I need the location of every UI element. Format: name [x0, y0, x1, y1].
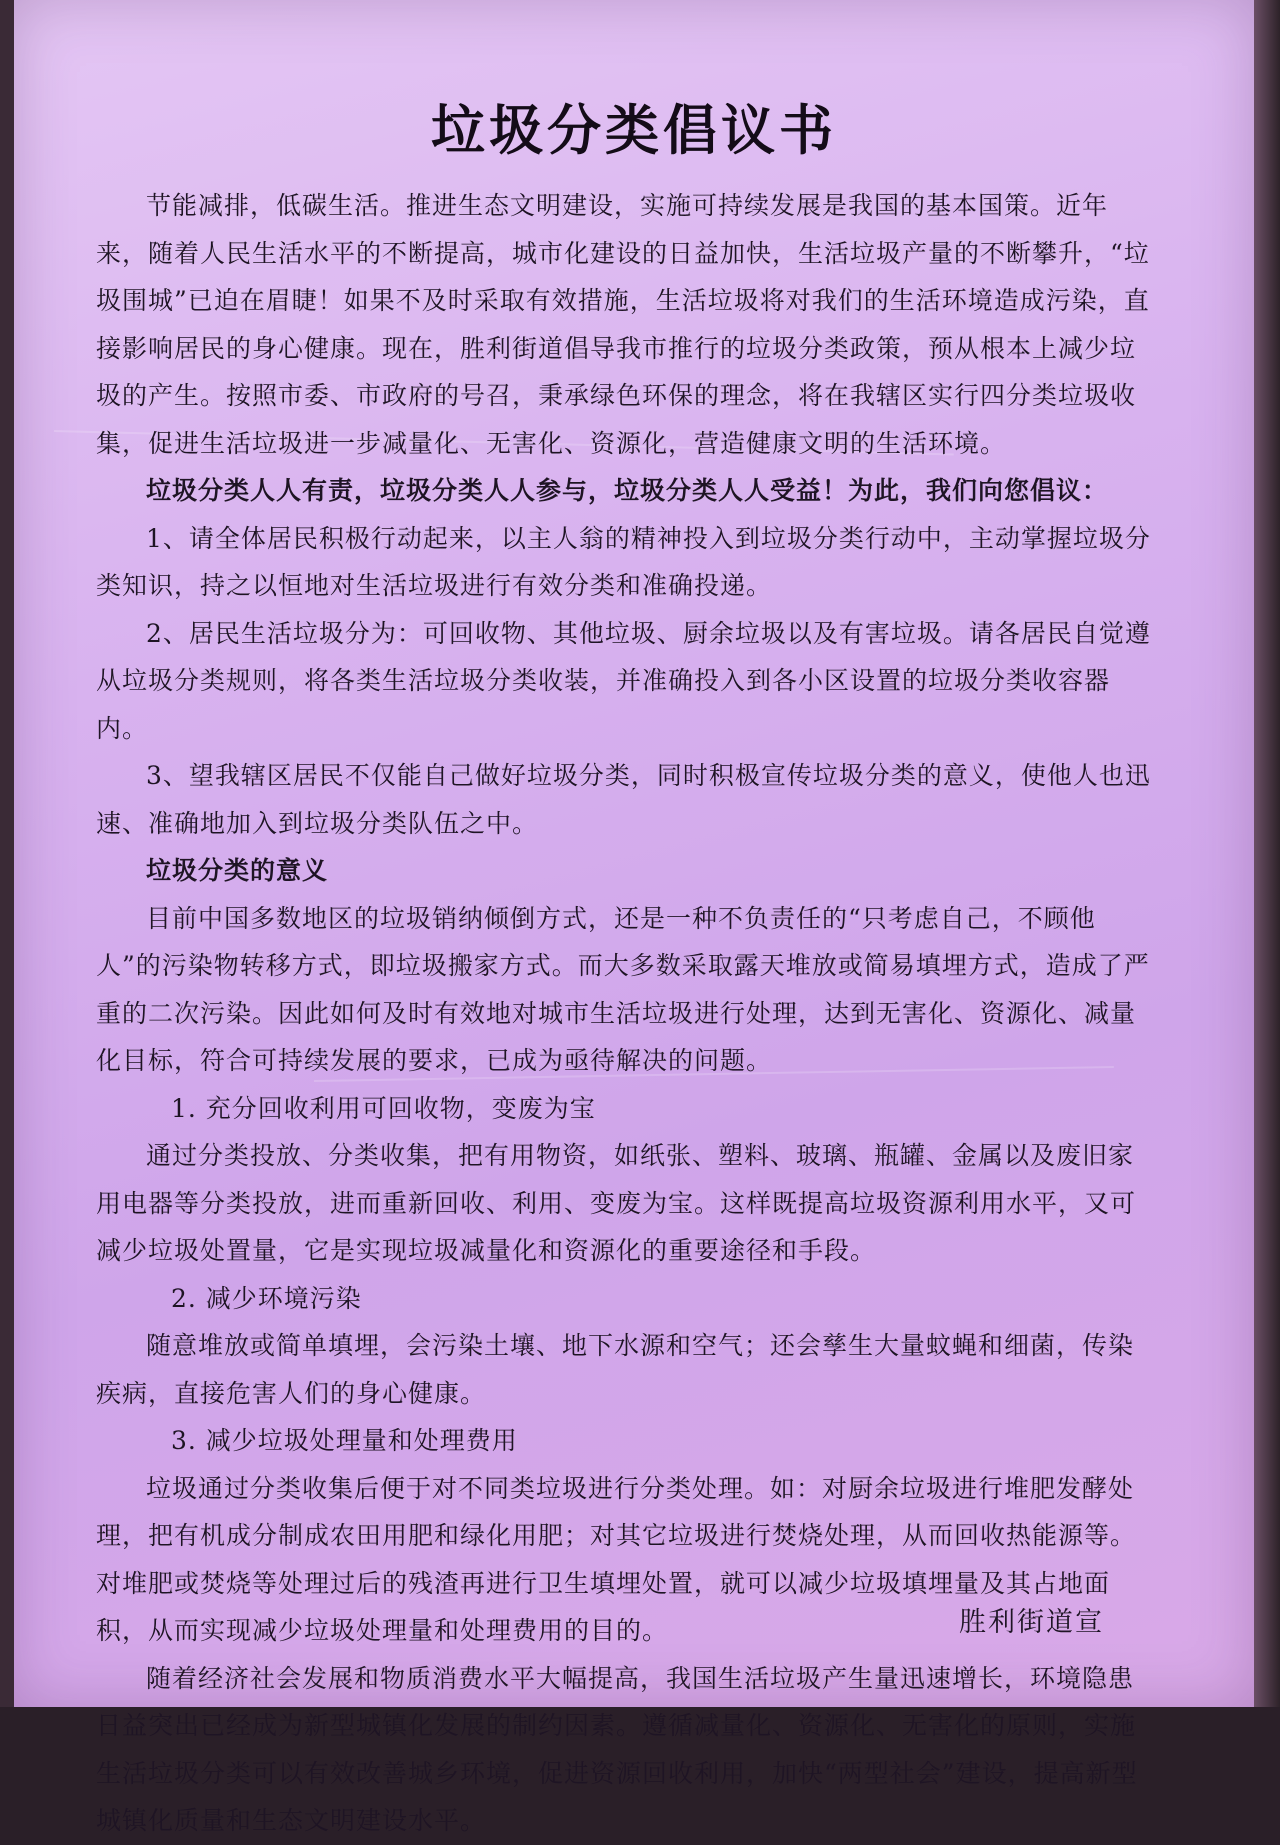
point-body: 垃圾通过分类收集后便于对不同类垃圾进行分类处理。如：对厨余垃圾进行堆肥发酵处理，把有机成分制成农田用肥和绿化用肥；对其它垃圾进行焚烧处理，从而回收热能源等。对堆肥或焚烧等处理过后的残渣再进行卫生填埋处置，就可以减少垃圾填埋量及其占地面积，从而实现减少垃圾处理量和处理费用的目的。: [96, 1473, 1137, 1645]
call-to-action: 垃圾分类人人有责，垃圾分类人人参与，垃圾分类人人受益！为此，我们向您倡议：: [146, 476, 1109, 505]
proposal-item: 1、请全体居民积极行动起来，以主人翁的精神投入到垃圾分类行动中，主动掌握垃圾分类知识，持之以恒地对生活垃圾进行有效分类和准确投递。: [96, 523, 1151, 600]
background-edge-left: [0, 0, 14, 1707]
conclusion-paragraph: 随着经济社会发展和物质消费水平大幅提高，我国生活垃圾产生量迅速增长，环境隐患日益突出已经成为新型城镇化发展的制约因素。遵循减量化、资源化、无害化的原则，实施生活垃圾分类可以有效改善城乡环境，促进资源回收利用，加快“两型社会”建设，提高新型城镇化质量和生态文明建设水平。: [96, 1663, 1138, 1835]
document-title: 垃圾分类倡议书: [431, 99, 837, 162]
section-heading: 垃圾分类的意义: [146, 856, 329, 885]
flyer-sheet: [14, 0, 1254, 1835]
point-heading: 2. 减少环境污染: [171, 1283, 362, 1313]
signature: 胜利街道宣: [959, 1607, 1104, 1638]
point-heading: 1. 充分回收利用可回收物，变废为宝: [171, 1093, 596, 1123]
intro-paragraph: 节能减排，低碳生活。推进生态文明建设，实施可持续发展是我国的基本国策。近年来，随着人民生活水平的不断提高，城市化建设的日益加快，生活垃圾产量的不断攀升，“垃圾围城”已迫在眉睫！如果不及时采取有效措施，生活垃圾将对我们的生活环境造成污染，直接影响居民的身心健康。现在，胜利街道倡导我市推行的垃圾分类政策，预从根本上减少垃圾的产生。按照市委、市政府的号召，秉承绿色环保的理念，将在我辖区实行四分类垃圾收集，促进生活垃圾进一步减量化、无害化、资源化，营造健康文明的生活环境。: [96, 191, 1150, 458]
point-heading: 3. 减少垃圾处理量和处理费用: [171, 1426, 518, 1455]
point-body: 通过分类投放、分类收集，把有用物资，如纸张、塑料、玻璃、瓶罐、金属以及废旧家用电器等分类投放，进而重新回收、利用、变废为宝。这样既提高垃圾资源利用水平，又可减少垃圾处置量，它是实现垃圾减量化和资源化的重要途径和手段。: [96, 1141, 1137, 1265]
point-body: 随意堆放或简单填埋，会污染土壤、地下水源和空气；还会孳生大量蚊蝇和细菌，传染疾病，直接危害人们的身心健康。: [96, 1331, 1135, 1408]
proposal-item: 2、居民生活垃圾分为：可回收物、其他垃圾、厨余垃圾以及有害垃圾。请各居民自觉遵从垃圾分类规则，将各类生活垃圾分类收装，并准确投入到各小区设置的垃圾分类收容器内。: [96, 618, 1151, 743]
background-edge-right: [1254, 0, 1280, 1707]
document-body: [96, 182, 1156, 1845]
significance-paragraph: 目前中国多数地区的垃圾销纳倾倒方式，还是一种不负责任的“只考虑自己，不顾他人”的污染物转移方式，即垃圾搬家方式。而大多数采取露天堆放或简易填埋方式，造成了严重的二次污染。因此如何及时有效地对城市生活垃圾进行处理，达到无害化、资源化、减量化目标，符合可持续发展的要求，已成为亟待解决的问题。: [96, 903, 1150, 1075]
proposal-item: 3、望我辖区居民不仅能自己做好垃圾分类，同时积极宣传垃圾分类的意义，使他人也迅速、准确地加入到垃圾分类队伍之中。: [96, 761, 1151, 838]
